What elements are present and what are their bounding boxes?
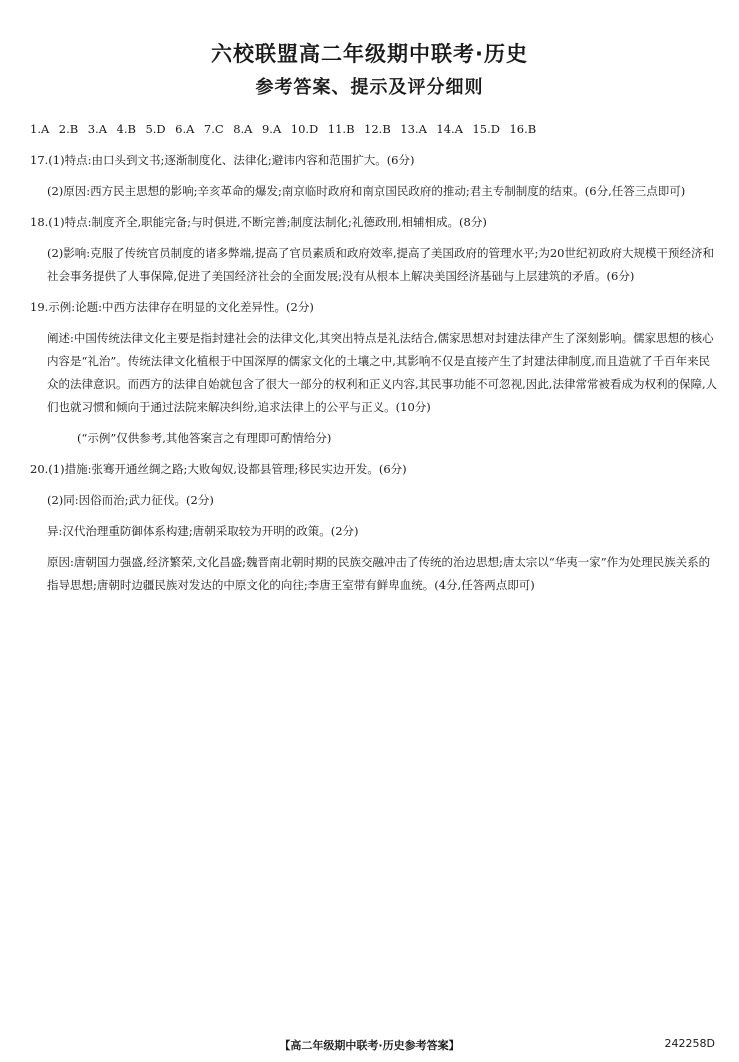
q19-elaboration: 阐述:中国传统法律文化主要是指封建社会的法律文化,其突出特点是礼法结合,儒家思想对封建法律产生了深刻影响。儒家思想的核心内容是“礼治”。传统法律文化植根于中国深厚的儒家文化的土壤之中,其影响不仅是直接产生了封建法律制度,而且造就了千百年来民众的法律意识。而西方的法律自始就包含了很大一部分的权利和正义内容,其民事功能不可忽视,因此,法律常常被看成为权利的保障,人们也就习惯和倾向于通过法院来解决纠纷,追求法律上的公平与正义。(10分) [47, 331, 718, 414]
answer-item: 6.A [175, 122, 195, 136]
footer-title: 【高二年级期中联考·历史参考答案】 [279, 1039, 460, 1052]
q19-note: (“示例”仅供参考,其他答案言之有理即可酌情给分) [77, 431, 332, 445]
answer-item: 7.C [203, 122, 224, 136]
answer-item: 8.A [233, 122, 253, 136]
q18-part2: (2)影响:克服了传统官员制度的诸多弊端,提高了官员素质和政府效率,提高了美国政府的管理水平;为20世纪初政府大规模干预经济和社会事务提供了人事保障,促进了美国经济社会的全面发展;没有从根本上解决美国经济基础与上层建筑的矛盾。(6分) [47, 246, 714, 283]
q20-part2-same: (2)同:因俗而治;武力征伐。(2分) [47, 493, 214, 507]
answer-item: 12.B [364, 122, 391, 136]
answer-item: 10.D [290, 122, 319, 136]
q20-part2-diff: 异:汉代治理重防御体系构建;唐朝采取较为开明的政策。(2分) [47, 524, 359, 538]
answer-item: 1.A [30, 122, 50, 136]
q18-part1: 18.(1)特点:制度齐全,职能完备;与时俱进,不断完善;制度法制化;礼德政刑,相辅相成。(8分) [30, 215, 487, 229]
page-title: 六校联盟高二年级期中联考·历史 [211, 42, 528, 66]
answer-item: 16.B [509, 122, 537, 136]
q19-thesis: 19.示例:论题:中西方法律存在明显的文化差异性。(2分) [30, 300, 314, 314]
answer-item: 9.A [261, 122, 282, 136]
q20-part1: 20.(1)措施:张骞开通丝绸之路;大败匈奴,设都县管理;移民实边开发。(6分) [30, 462, 407, 476]
answer-item: 11.B [327, 122, 355, 136]
q20-part2-reason: 原因:唐朝国力强盛,经济繁荣,文化昌盛;魏晋南北朝时期的民族交融冲击了传统的治边思想;唐太宗以“华夷一家”作为处理民族关系的指导思想;唐朝时边疆民族对发达的中原文化的向往;李唐王室带有鲜卑血统。(4分,任答两点即可) [47, 555, 711, 592]
answer-item: 3.A [87, 122, 107, 136]
answer-item: 4.B [116, 122, 136, 136]
answer-item: 15.D [472, 122, 500, 136]
answer-content [30, 118, 718, 597]
answer-item: 14.A [436, 122, 463, 136]
answer-item: 5.D [145, 122, 166, 136]
multiple-choice-answers [30, 118, 718, 141]
answer-item: 13.A [400, 122, 427, 136]
answer-item: 2.B [58, 122, 79, 136]
page-subtitle: 参考答案、提示及评分细则 [255, 77, 484, 98]
q17-part1: 17.(1)特点:由口头到文书;逐渐制度化、法律化;避讳内容和范围扩大。(6分) [30, 153, 415, 167]
footer-code: 242258D [664, 1037, 715, 1050]
q17-part2: (2)原因:西方民主思想的影响;辛亥革命的爆发;南京临时政府和南京国民政府的推动;君主专制制度的结束。(6分,任答三点即可) [47, 184, 686, 198]
